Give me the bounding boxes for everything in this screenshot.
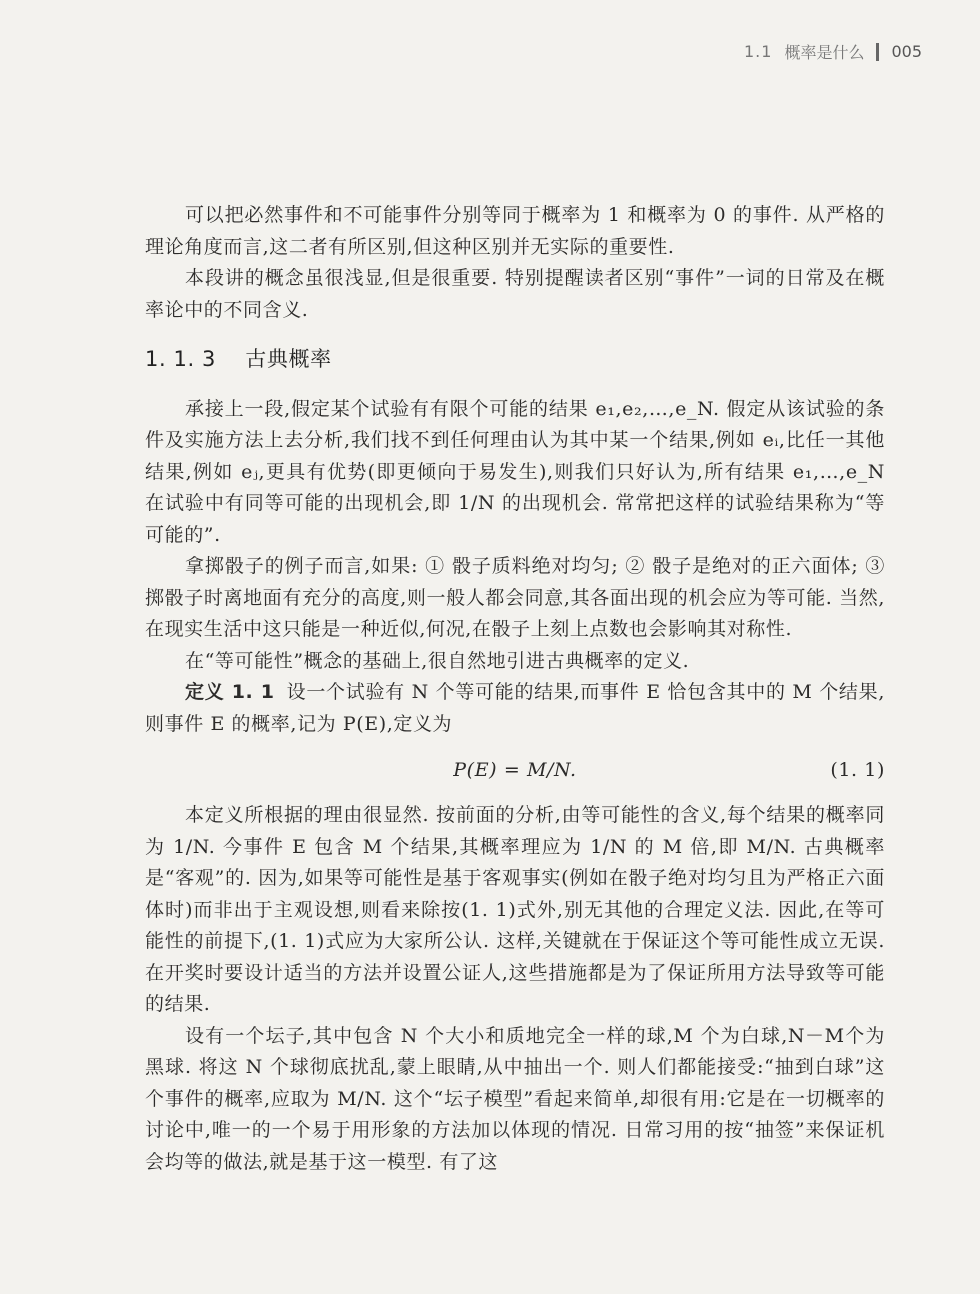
- definition-text: 设一个试验有 N 个等可能的结果,而事件 E 恰包含其中的 M 个结果,则事件 E 的概率,记为 P(E),定义为: [145, 681, 885, 735]
- page-body: [145, 200, 885, 1178]
- paragraph-definition-rationale: 本定义所根据的理由很显然. 按前面的分析,由等可能性的含义,每个结果的概率同为 1/N. 今事件 E 包含 M 个结果,其概率理应为 1/N 的 M 倍,即 M/N. 古典概率是“客观”的. 因为,如果等可能性是基于客观事实(例如在骰子绝对均匀且为严格正六面体时)而非出于主观设想,则看来除按(1. 1)式外,别无其他的合理定义法. 因此,在等可能性的前提下,(1. 1)式应为大家所公认. 这样,关键就在于保证这个等可能性成立无误. 在开奖时要设计适当的方法并设置公证人,这些措施都是为了保证所用方法导致等可能的结果.: [145, 804, 885, 1015]
- paragraph-concept-note: 本段讲的概念虽很浅显,但是很重要. 特别提醒读者区别“事件”一词的日常及在概率论中的不同含义.: [145, 267, 885, 321]
- paragraph-dice-example: 拿掷骰子的例子而言,如果: ① 骰子质料绝对均匀; ② 骰子是绝对的正六面体; ③ 掷骰子时离地面有充分的高度,则一般人都会同意,其各面出现的机会应为等可能. 当然,在现实生活中这只能是一种近似,何况,在骰子上刻上点数也会影响其对称性.: [145, 555, 885, 640]
- equation-1-1: [145, 752, 885, 788]
- page-number: 005: [891, 42, 922, 61]
- section-number: 1. 1. 3: [145, 347, 216, 371]
- section-title: 古典概率: [245, 347, 332, 371]
- equation-tag: (1. 1): [830, 759, 885, 781]
- paragraph-urn-model: 设有一个坛子,其中包含 N 个大小和质地完全一样的球,M 个为白球,N－M个为黑球. 将这 N 个球彻底扰乱,蒙上眼睛,从中抽出一个. 则人们都能接受:“抽到白球”这个事件的概率,应取为 M/N. 这个“坛子模型”看起来简单,却很有用:它是在一切概率的讨论中,唯一的一个易于用形象的方法加以体现的情况. 日常习用的按“抽签”来保证机会均等的做法,就是基于这一模型. 有了这: [145, 1024, 885, 1173]
- running-header: [744, 40, 922, 63]
- section-heading: [145, 344, 885, 376]
- definition-label: 定义 1. 1: [185, 681, 275, 703]
- header-section-number: 1.1: [743, 42, 773, 61]
- paragraph-equal-likelihood: 承接上一段,假定某个试验有有限个可能的结果 e₁,e₂,…,e_N. 假定从该试验的条件及实施方法上去分析,我们找不到任何理由认为其中某一个结果,例如 eᵢ,比任一其他结果,例如 eⱼ,更具有优势(即更倾向于易发生),则我们只好认为,所有结果 e₁,…,e_N 在试验中有同等可能的出现机会,即 1/N 的出现机会. 常常把这样的试验结果称为“等可能的”.: [145, 397, 885, 546]
- equation-expression: P(E) = M/N.: [453, 759, 577, 781]
- paragraph-certain-impossible: 可以把必然事件和不可能事件分别等同于概率为 1 和概率为 0 的事件. 从严格的理论角度而言,这二者有所区别,但这种区别并无实际的重要性.: [145, 204, 885, 258]
- header-divider: [876, 43, 879, 61]
- header-chapter-title: 概率是什么: [784, 43, 865, 62]
- definition-block: [145, 677, 885, 740]
- paragraph-intro-definition: 在“等可能性”概念的基础上,很自然地引进古典概率的定义.: [185, 649, 690, 672]
